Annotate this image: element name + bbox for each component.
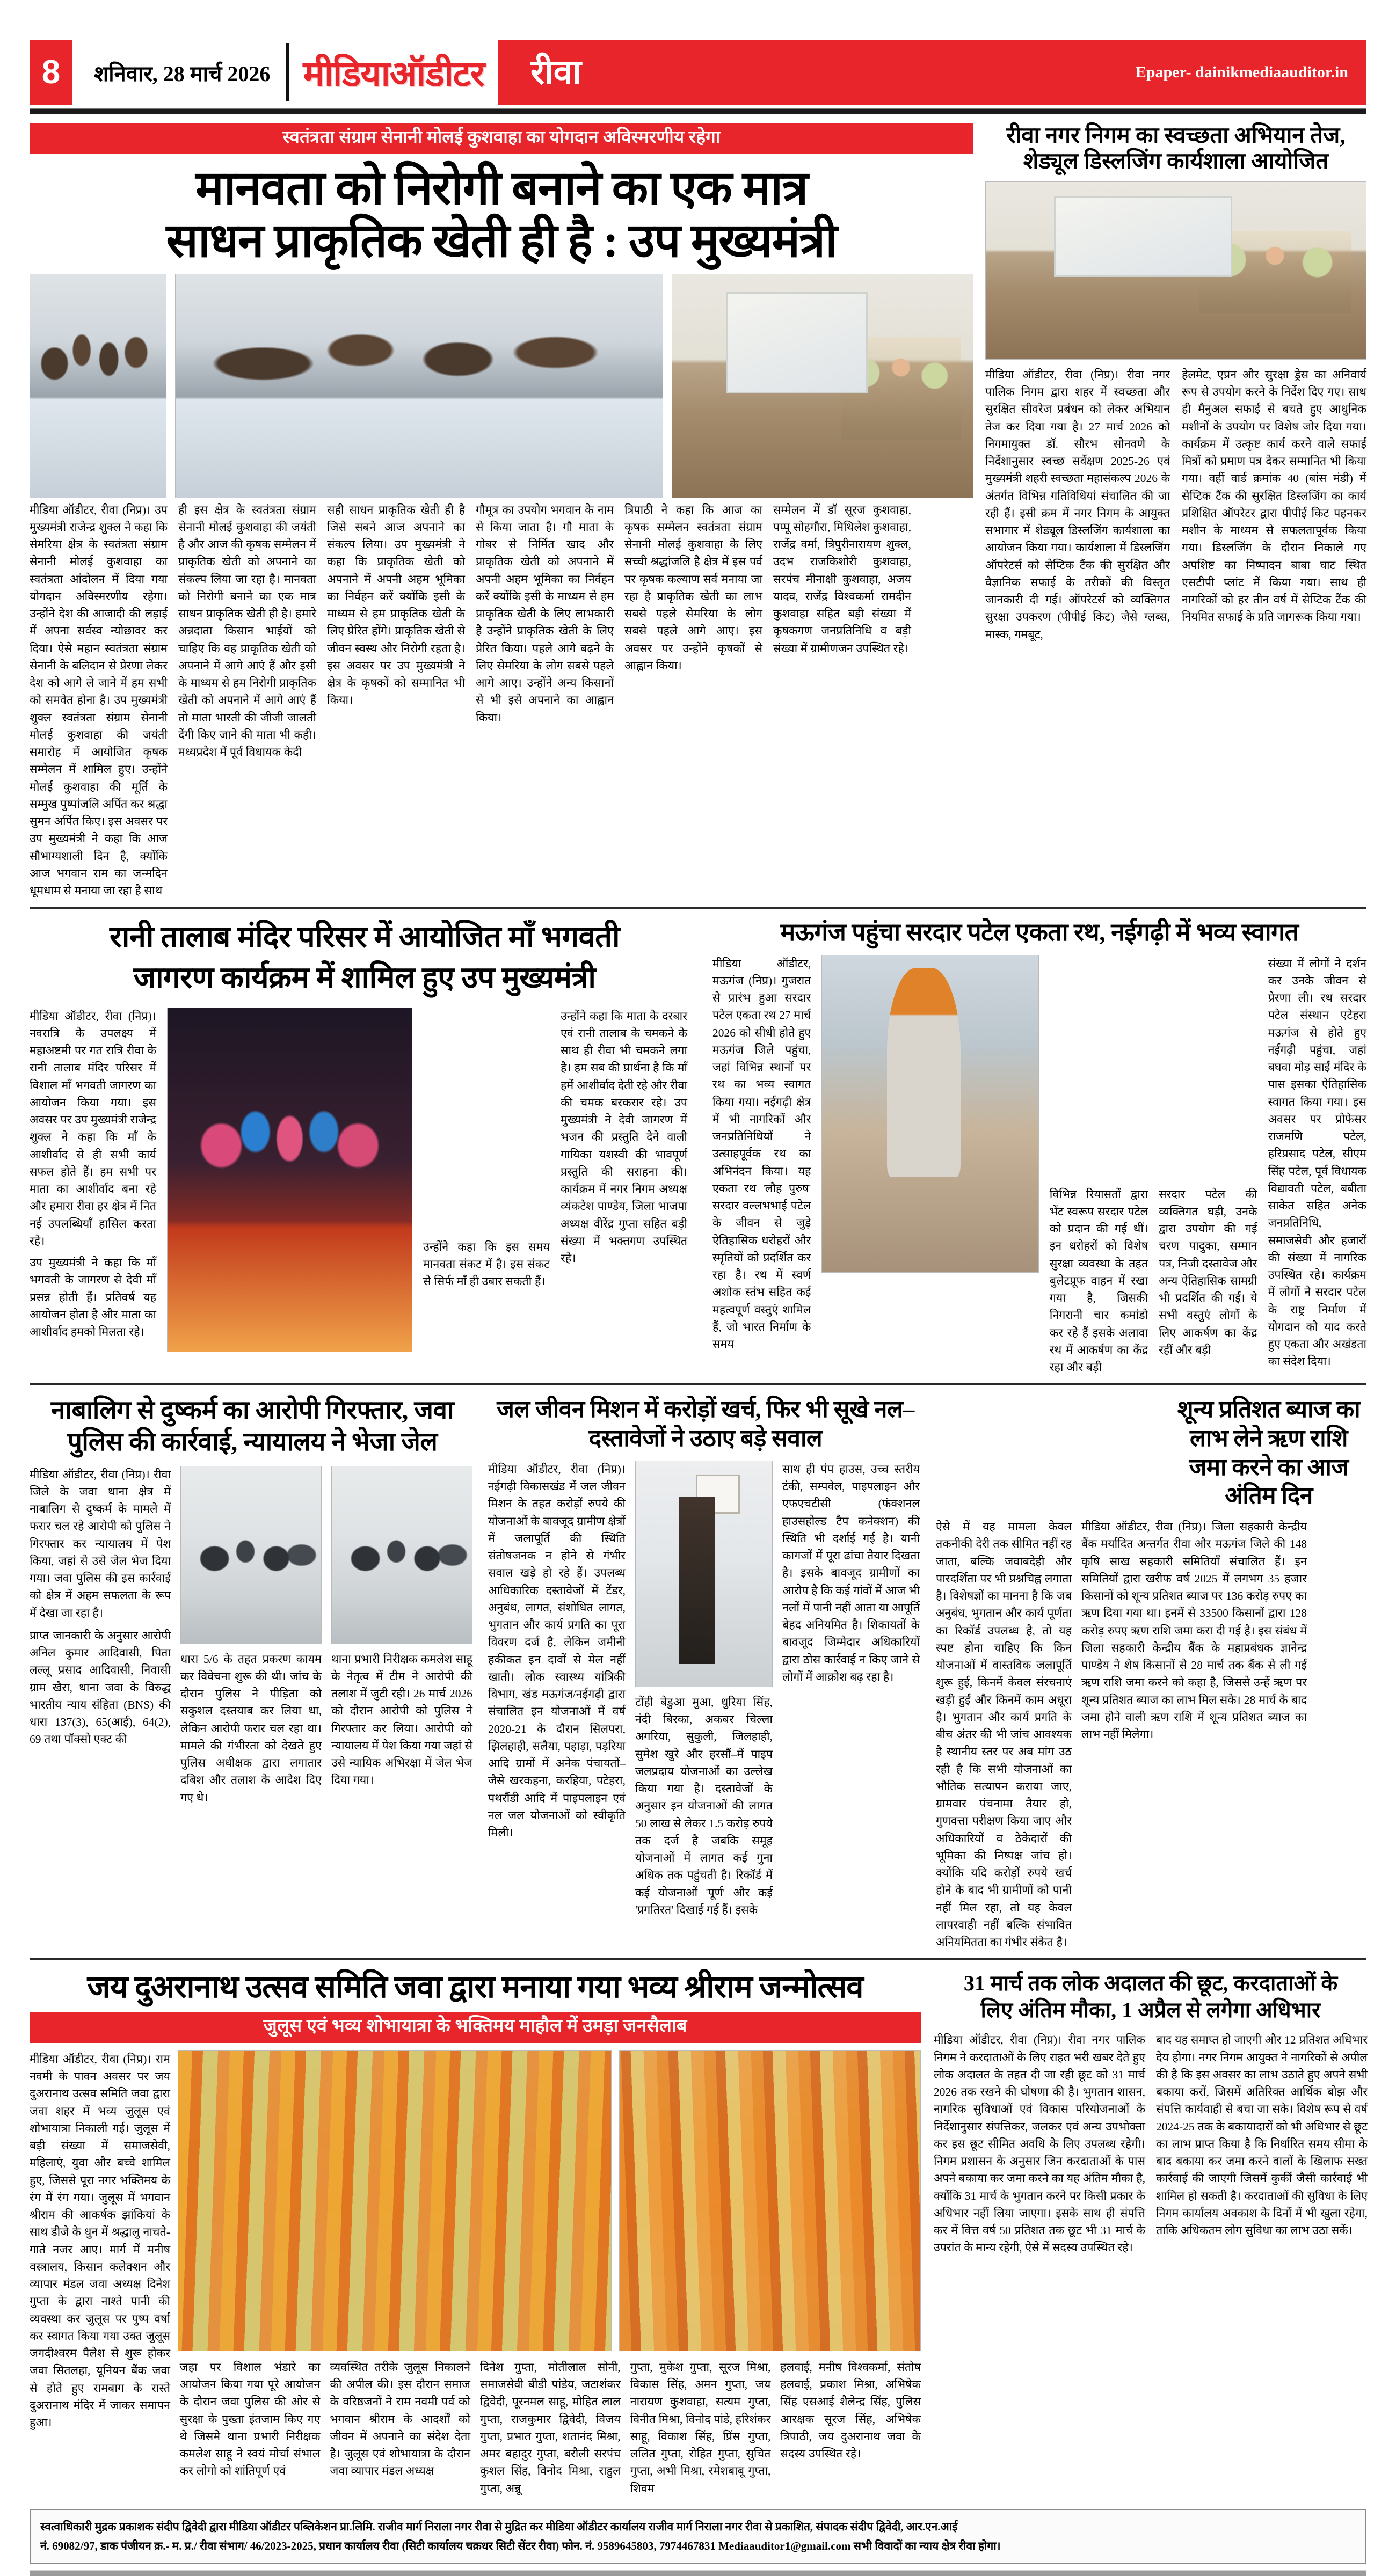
loan-col-1: मीडिया ऑडीटर, रीवा (निप्र)। जिला सहकारी केन्द्रीय बैंक मर्यादित अन्तर्गत रीवा और मऊगंज जिले की 148 कृषि साख सहकारी समितियाँ संचालित हैं। इन समितियों द्वारा खरीफ वर्ष 2025 में लगभग 35 हजार किसानों को शून्य प्रतिशत ब्याज पर 136 करोड़ रुपए का ऋण दिया गया था। इनमें से 33500 किसानों द्वारा 128 करोड़ रुपए ऋण राशि जमा करा दी गई है। इस संबंध में जिला सहकारी केन्द्रीय बैंक के महाप्रबंधक ज्ञानेन्द्र पाण्डेय ने शेष किसानों से 28 मार्च तक बैंक से ली गई ऋण राशि जमा करने को कहा है, जिससे उन्हें ऋण पर शून्य प्रतिशत ब्याज का लाभ मिल सके। 28 मार्च के बाद जमा होने वाली ऋण राशि में शून्य प्रतिशत ब्याज का लाभ नहीं मिलेगा। bbox=[1081, 1520, 1307, 1741]
crime-col-3: धारा 5/6 के तहत प्रकरण कायम कर विवेचना शुरू की थी। जांच के दौरान पुलिस ने पीड़िता को सकुशल दस्तयाब कर लिया था, लेकिन आरोपी फरार चल रहा था। मामले की गंभीरता को देखते हुए पुलिस अधीक्षक द्वारा लगातार दबिश और तलाश के आदेश दिए गए थे। bbox=[180, 1652, 322, 1804]
lead-col-1: मीडिया ऑडीटर, रीवा (निप्र)। उप मुख्यमंत्री राजेन्द्र शुक्ल ने कहा कि सेमरिया क्षेत्र के स्वतंत्रता संग्राम सेनानी मोलई कुशवाहा का स्वतंत्रता आंदोलन में दिया गया योगदान अविस्मरणीय रहेगा। उन्होंने देश की आजादी की लड़ाई में अपना सर्वस्व न्योछावर कर दिया। ऐसे महान स्वतंत्रता संग्राम सेनानी के बलिदान से प्रेरणा लेकर देश को आगे ले जाने में हम सभी को समवेत होना है। उप मुख्यमंत्री शुक्ल स्वतंत्रता संग्राम सेनानी मोलई कुशवाहा की जयंती समारोह में आयोजित कृषक सम्मेलन में शामिल हुए। उन्होंने मोलई कुशवाहा की मूर्ति के सम्मुख पुष्पांजलि अर्पित कर श्रद्धा सुमन अर्पित किए। इस अवसर पर उप मुख्यमंत्री ने कहा कि आज सौभाग्यशाली दिन है, क्योंकि आज भगवान राम का जन्मदिन धूमधाम से मनाया जा रहा है साथ bbox=[30, 503, 168, 897]
lead-col-6: सम्मेलन में डॉ सूरज कुशवाहा, पप्पू सोहगौरा, मिथिलेश कुशवाहा, राजेंद्र वर्मा, त्रिपुरीनारायण शुक्ल, उदभ राजकिशोरी कुशवाहा, सरपंच मीनाक्षी कुशवाहा, अजय यादव, राजेंद्र विश्वकर्मा रामदीन कुशवाहा सहित बड़ी संख्या में कृषकगण जनप्रतिनिधि व बड़ी संख्या में ग्रामीणजन उपस्थित रहे। bbox=[773, 503, 911, 655]
crime-columns bbox=[30, 1466, 475, 1806]
lead-col-5: त्रिपाठी ने कहा कि आज का कृषक सम्मेलन स्वतंत्रता संग्राम सेनानी मोलई कुशवाहा के लिए सच्ची श्रद्धांजलि है क्षेत्र में इस पर्व पर कृषक कल्याण सर्व मनाया जा रहा है प्राकृतिक खेती का लाभ सबसे पहले सेमरिया के लोग सबसे पहले आगे आए। इस अवसर पर उन्होंने कृषकों से आह्वान किया। bbox=[624, 503, 762, 672]
ranitalab-columns bbox=[30, 1008, 700, 1352]
lead-headline-line2: साधन प्राकृतिक खेती ही है : उप मुख्यमंत्री bbox=[166, 215, 837, 268]
lead-photo-2 bbox=[175, 274, 663, 498]
ramnavami-col-1: मीडिया ऑडीटर, रीवा (निप्र)। राम नवमी के पावन अवसर पर जय दुअरानाथ उत्सव समिति जवा द्वारा जवा शहर में भव्य जुलूस एवं शोभायात्रा निकाली गई। जुलूस में बड़ी संख्या में समाजसेवी, महिलाएं, युवा और बच्चे शामिल हुए, जिससे पूरा नगर भक्तिमय के रंग में रंग गया। जुलूस में भगवान श्रीराम की आकर्षक झांकियां के साथ डीजे के धुन में श्रद्धालु नाचते-गाते नजर आए। मार्ग में मनीष वस्त्रालय, किसान कलेक्शन और व्यापार मंडल जवा अध्यक्ष दिनेश गुप्ता के द्वारा नाश्ते पानी की व्यवस्था कर जुलूस पर पुष्प वर्षा कर स्वागत किया गया उक्त जुलूस जगदीश्वरम पैलेश से शुरू होकर जवा सितलहा, यूनियन बैंक जवा से होते हुए रामबाग के रास्ते दुअरानाथ मंदिर में जाकर समापन हुआ। bbox=[30, 2052, 170, 2429]
ektarath-columns bbox=[712, 955, 1366, 1376]
crime-headline-line1: नाबालिग से दुष्कर्म का आरोपी गिरफ्तार, जवा bbox=[50, 1396, 454, 1425]
jaljeevan-photo-wrap bbox=[635, 1461, 773, 1918]
ektarath-col-3: सरदार पटेल की व्यक्तिगत घड़ी, उनके द्वारा उपयोग की गई चरण पादुका, सम्मान पत्र, निजी दस्तावेज और अन्य ऐतिहासिक सामग्री भी प्रदर्शित की गई। ये सभी वस्तुएं लोगों के लिए आकर्षण का केंद्र रहीं और बड़ी bbox=[1159, 1187, 1257, 1356]
crime-headline bbox=[30, 1395, 475, 1458]
colophon-line-1: स्वत्वाधिकारी मुद्रक प्रकाशक संदीप द्विवेदी द्वारा मीडिया ऑडीटर पब्लिकेशन प्रा.लिमि. राजीव मार्ग निराला नगर रीवा से मुद्रित कर मीडिया ऑडीटर कार्यालय राजीव मार्ग निराला नगर रीवा से प्रकाशित, संपादक संदीप द्विवेदी, आर.एन.आई bbox=[40, 2520, 958, 2533]
jaljeevan-columns bbox=[488, 1461, 923, 1918]
ramnavami-kicker: जुलूस एवं भव्य शोभायात्रा के भक्तिमय माहौल में उमड़ा जनसैलाब bbox=[30, 2012, 921, 2043]
crime-photo-2 bbox=[331, 1466, 472, 1644]
ranitalab-col-4: उन्होंने कहा कि माता के दरबार एवं रानी तालाब के चमकने के साथ ही रीवा भी चमकने लगा है। हम सब की प्रार्थना है कि माँ हमें आशीर्वाद देती रहे और रीवा की चमक बरकरार रहे। उप मुख्यमंत्री ने देवी जागरण में भजन की प्रस्तुति देने वाली गायिका यशस्वी की भावपूर्ण प्रस्तुति की सराहना की। कार्यक्रम में नगर निगम अध्यक्ष व्यंकटेश पाण्डेय, जिला भाजपा अध्यक्ष वीरेंद्र गुप्ता सहित बड़ी संख्या में भक्तगण उपस्थित रहे। bbox=[561, 1009, 687, 1265]
lokadalat-columns bbox=[934, 2031, 1368, 2256]
ektarath-photo bbox=[821, 955, 1038, 1273]
ramnavami-headline: जय दुअरानाथ उत्सव समिति जवा द्वारा मनाया गया भव्य श्रीराम जन्मोत्सव bbox=[87, 1969, 863, 2005]
loan-headline bbox=[1172, 1395, 1365, 1510]
lokadalat-col-2: बाद यह समाप्त हो जाएगी और 12 प्रतिशत अधिभार देय होगा। नगर निगम आयुक्त ने नागरिकों से अपील की है कि इस अवसर का लाभ उठाते हुए अपने सभी बकाया करों, जिसमें अतिरिक्त आर्थिक बोझ और संपत्ति कार्यवाही से बचा जा सके। विशेष रूप से वर्ष 2024-25 तक के बकायादारों को भी अधिभार से छूट का लाभ प्राप्त किया है कि निर्धारित समय सीमा के बाद बकाया कर जमा करने वालों के खिलाफ सख्त कार्रवाई की जाएगी जिसमें कुर्की जैसी कार्रवाई भी शामिल हो सकती है। करदाताओं की सुविधा के लिए निगम कार्यालय अवकाश के दिनों में भी खुला रहेगा, ताकि अधिकतम लोग सुविधा का लाभ उठा सकें। bbox=[1156, 2033, 1368, 2237]
ektarath-story bbox=[712, 917, 1366, 1376]
crime-col-2: प्राप्त जानकारी के अनुसार आरोपी अनिल कुमार आदिवासी, पिता लल्लू प्रसाद आदिवासी, निवासी ग्राम खैरा, थाना जवा के विरुद्ध भारतीय न्याय संहिता (BNS) की धारा 137(3), 65(आई), 64(2), 69 तथा पॉक्सो एक्ट की bbox=[30, 1629, 171, 1746]
ektarath-col-4: संख्या में लोगों ने दर्शन कर उनके जीवन से प्रेरणा ली। रथ सरदार पटेल संस्थान एटेहरा मऊगंज से होते हुए नईगढ़ी पहुंचा, जहां बघवा मोड़ साईं मंदिर के पास इसका ऐतिहासिक स्वागत किया गया। इस अवसर पर प्रोफेसर राजमणि पटेल, हरिप्रसाद पटेल, सीएम सिंह पटेल, पूर्व विधायक विद्यावती पटेल, बबीता साकेत सहित अनेक जनप्रतिनिधि, समाजसेवी और हजारों की संख्या में नागरिक उपस्थित रहे। कार्यक्रम में लोगों ने सरदार पटेल के राष्ट्र निर्माण में योगदान को याद करते हुए एकता और अखंडता का संदेश दिया। bbox=[1268, 957, 1367, 1368]
ranitalab-headline bbox=[30, 917, 700, 998]
epaper-url: Epaper- dainikmediaauditor.in bbox=[1135, 63, 1348, 81]
section-three bbox=[30, 1395, 1366, 1951]
newspaper-page bbox=[0, 40, 1396, 2552]
jaljeevan-col-wrap-2 bbox=[782, 1461, 920, 1918]
section-two bbox=[30, 917, 1366, 1376]
masthead-bottom-rule bbox=[30, 108, 1366, 114]
ramnavami-photo-2 bbox=[619, 2050, 921, 2351]
section-four bbox=[30, 1970, 1366, 2497]
ramnavami-col-3: व्यवस्थित तरीके जुलूस निकालने की अपील की। इस दौरान समाज के वरिष्ठजनों ने राम नवमी पर्व को भगवान श्रीराम के आदर्शों को जीवन में अपनाने का संदेश देता है। जुलूस एवं शोभायात्रा के दौरान जवा व्यापार मंडल अध्यक्ष bbox=[330, 2360, 471, 2478]
lead-col-4: गौमूत्र का उपयोग भगवान के नाम से किया जाता है। गौ माता के गोबर से निर्मित खाद और प्राकृतिक खेती को अपनाने में अपनी अहम भूमिका का निर्वहन करें क्योंकि इसी के माध्यम से हम प्राकृतिक खेती के लिए लाभकारी है उन्होंने प्राकृतिक खेती के लिए प्रेरित किया। पहले आगे बढ़ने के लिए सेमरिया के लोग सबसे पहले आगे आए। उन्होंने अन्य किसानों से भी इसे अपनाने का आह्वान किया। bbox=[476, 503, 614, 724]
lead-photo-3 bbox=[672, 274, 973, 498]
lead-text-columns bbox=[30, 501, 973, 900]
ranitalab-headline-line1: रानी तालाब मंदिर परिसर में आयोजित माँ भगवती bbox=[109, 921, 620, 954]
lead-kicker: स्वतंत्रता संग्राम सेनानी मोलई कुशवाहा का योगदान अविस्मरणीय रहेगा bbox=[30, 123, 973, 154]
lead-photo-1 bbox=[30, 274, 166, 498]
lokadalat-headline-line2: लिए अंतिम मौका, 1 अप्रैल से लगेगा अधिभार bbox=[980, 1998, 1321, 2023]
ramnavami-col-5: गुप्ता, मुकेश गुप्ता, सूरज मिश्रा, विकास सिंह, अमन गुप्ता, जय नारायण कुशवाहा, सत्यम गुप्ता, विनीत मिश्रा, विनोद पांडे, हरिशंकर साहू, विकाश सिंह, प्रिंस गुप्ता, ललित गुप्ता, रोहित गुप्ता, सुचित गुप्ता, अभी मिश्रा, रमेशबाबू गुप्ता, शिवम bbox=[630, 2360, 771, 2495]
lokadalat-story bbox=[934, 1970, 1368, 2497]
section-lead-story bbox=[30, 123, 1366, 899]
page-number-badge: 8 bbox=[30, 40, 72, 105]
edition-city: रीवा bbox=[530, 53, 581, 91]
ramnavami-col-1-wrap bbox=[30, 2050, 170, 2429]
jaljeevan-col-wrap-1 bbox=[488, 1461, 626, 1918]
jaljeevan-col-1: मीडिया ऑडीटर, रीवा (निप्र)। नईगढ़ी विकासखंड में जल जीवन मिशन के तहत करोड़ों रुपये की योजनाओं के बावजूद ग्रामीण क्षेत्रों में जलापूर्ति की स्थिति संतोषजनक न होने से गंभीर सवाल खड़े हो रहे हैं। उपलब्ध आधिकारिक दस्तावेजों में टेंडर, अनुबंध, लागत, संशोधित लागत, भुगतान और कार्य प्रगति का पूरा विवरण दर्ज है, लेकिन जमीनी हकीकत इन दावों से मेल नहीं खाती। लोक स्वास्थ्य यांत्रिकी विभाग, खंड मऊगंज/नईगढ़ी द्वारा संचालित इन योजनाओं में वर्ष 2020-21 के दौरान सिलपरा, झिलहाही, सलैया, पहाड़ा, पड़रिया आदि ग्रामों में अनेक पंचायतों–जैसे खरकहना, करहिया, पटेहरा, पथरौंडी आदि में पाइपलाइन एवं नल जल योजनाओं को स्वीकृति मिली। bbox=[488, 1462, 626, 1840]
ektarath-col-wrap-2 bbox=[1050, 955, 1148, 1376]
ranitalab-story bbox=[30, 917, 700, 1376]
loan-col-wrap-1 bbox=[1081, 1518, 1307, 1951]
jaljeevan-col-4: ऐसे में यह मामला केवल तकनीकी देरी तक सीमित नहीं रह जाता, बल्कि जवाबदेही और पारदर्शिता पर भी प्रश्नचिह्न लगाता है। विशेषज्ञों का मानना है कि जब अनुबंध, भुगतान और कार्य पूर्णता का रिकॉर्ड उपलब्ध है, तो यह स्पष्ट होना चाहिए कि किन योजनाओं में वास्तविक जलापूर्ति शुरू हुई, किनमें केवल संरचनाएं खड़ी हुईं और किनमें काम अधूरा है। भुगतान और कार्य प्रगति के बीच अंतर की भी जांच आवश्यक है स्थानीय स्तर पर अब मांग उठ रही है कि सभी योजनाओं का भौतिक सत्यापन कराया जाए, ग्रामवार पंचनामा तैयार हो, गुणवत्ता परीक्षण किया जाए और अधिकारियों व ठेकेदारों की भूमिका की निष्पक्ष जांच हो। क्योंकि यदि करोड़ों रुपये खर्च होने के बाद भी ग्रामीणों को पानी नहीं मिल रहा, तो यह केवल लापरवाही नहीं बल्कि संभावित अनियमितता का गंभीर संकेत है। bbox=[936, 1520, 1072, 1949]
masthead bbox=[30, 40, 1366, 105]
ranitalab-col-3: उन्होंने कहा कि इस समय मानवता संकट में है। इस संकट से सिर्फ माँ ही उबार सकती हैं। bbox=[423, 1240, 550, 1288]
ramnavami-col-6: हलवाई, मनीष विश्वकर्मा, संतोष हलवाई, प्रकाश मिश्रा, अभिषेक सिंह एसआई शैलेन्द्र सिंह, पुलिस आरक्षक सूरज सिंह, अभिषेक त्रिपाठी, जय दुअरानाथ जवा के सदस्य उपस्थित रहे। bbox=[780, 2360, 921, 2461]
footer-rule bbox=[30, 2570, 1366, 2576]
ektarath-col-wrap-1 bbox=[712, 955, 811, 1376]
ektarath-col-wrap-3 bbox=[1159, 955, 1257, 1376]
lead-headline bbox=[30, 163, 973, 268]
jaljeevan-headline: जल जीवन मिशन में करोड़ों खर्च, फिर भी सूखे नल–दस्तावेजों ने उठाए बड़े सवाल bbox=[497, 1396, 914, 1452]
crime-col-1: मीडिया ऑडीटर, रीवा (निप्र)। रीवा जिले के जवा थाना क्षेत्र में नाबालिग से दुष्कर्म के मामले में फरार चल रहे आरोपी को पुलिस ने गिरफ्तार कर न्यायालय में पेश किया, जहां से उसे जेल भेज दिया गया। जवा पुलिस की इस कार्रवाई को क्षेत्र में अहम सफलता के रूप में देखा जा रहा है। bbox=[30, 1468, 171, 1619]
ranitalab-photo bbox=[167, 1008, 412, 1352]
crime-col-wrap-1 bbox=[30, 1466, 171, 1806]
lokadalat-headline bbox=[934, 1970, 1368, 2024]
sidebar-col-1: मीडिया ऑडीटर, रीवा (निप्र)। रीवा नगर पालिक निगम द्वारा शहर में स्वच्छता और सुरक्षित सीवरेज प्रबंधन को लेकर अभियान तेज कर दिया गया है। 27 मार्च 2026 को निगमायुक्त डॉ. सौरभ सोनवणे के निर्देशानुसार स्वच्छ सर्वेक्षण 2025-26 एवं मुख्यमंत्री शहरी स्वच्छता महासंकल्प 2026 के अंतर्गत विभिन्न गतिविधियां संचालित की जा रही हैं। इसी क्रम में नगर निगम के आयुक्त सभागार में शेड्यूल डिस्लजिंग कार्यशाला का आयोजन किया गया। कार्यशाला में डिस्लजिंग ऑपरेटर्स को सेप्टिक टैंक की सुरक्षित और वैज्ञानिक सफाई के तरीकों की विस्तृत जानकारी दी गई। ऑपरेटर्स को व्यक्तिगत सुरक्षा उपकरण (पीपीई किट) जैसे ग्लब्स, मास्क, गमबूट, bbox=[985, 368, 1170, 641]
jaljeevan-photo bbox=[635, 1461, 773, 1687]
ranitalab-col-2: उप मुख्यमंत्री ने कहा कि माँ भगवती के जागरण से देवी माँ प्रसन्न होती हैं। प्रतिवर्ष यह आयोजन होता है और माता का आशीर्वाद हमको मिलता रहे। bbox=[30, 1256, 156, 1339]
ranitalab-col-left-wrap bbox=[30, 1008, 156, 1352]
ektarath-headline: मऊगंज पहुंचा सरदार पटेल एकता रथ, नईगढ़ी में भव्य स्वागत bbox=[780, 918, 1299, 946]
lokadalat-headline-line1: 31 मार्च तक लोक अदालत की छूट, करदाताओं के bbox=[963, 1971, 1338, 1996]
ramnavami-col-4: दिनेश गुप्ता, मोतीलाल सोनी, समाजसेवी बीडी पांडेय, जटाशंकर द्विवेदी, पूरनमल साहू, मोहित लाल गुप्ता, राजकुमार द्विवेदी, विजय गुप्ता, प्रभात गुप्ता, शतानंद मिश्रा, अमर बहादुर गुप्ता, बरौली सरपंच कुशल सिंह, विनोद मिश्रा, राहुल गुप्ता, अन्नू bbox=[480, 2360, 621, 2495]
colophon-line-2: नं. 69082/97, डाक पंजीयन क्र.- म. प्र./ रीवा संभाग/ 46/2023-2025, प्रधान कार्यालय रीवा (सिटी कार्यालय चक्रधर सिटी सेंटर रीवा) फोन. नं. 9589645803, 7974467831 Mediaauditor1@gmail.com सभी विवादों का न्याय क्षेत्र रीवा होगा। bbox=[40, 2539, 1001, 2552]
lead-photo-row bbox=[30, 274, 973, 498]
ramnavami-photo-1 bbox=[178, 2050, 612, 2351]
loan-columns bbox=[936, 1518, 1365, 1951]
ranitalab-headline-line2: जागरण कार्यक्रम में शामिल हुए उप मुख्यमंत्री bbox=[133, 961, 596, 995]
lead-col-2: ही इस क्षेत्र के स्वतंत्रता संग्राम सेनानी मोलई कुशवाहा की जयंती है और आज की कृषक सम्मेलन में प्राकृतिक खेती को अपनाने का संकल्प लिया जा रहा है। मानवता को निरोगी बनाने का एक मात्र साधन प्राकृतिक खेती ही है। हमारे अन्नदाता किसान भाईयों को चाहिए कि वह प्राकृतिक खेती को अपनाने में आगे आएं हैं और इसी के माध्यम से हम निरोगी प्राकृतिक खेती को अपनाने में आगे आएं हैं तो माता भारती की जीजी जालती देंगी किए जाने की माता भी कही। मध्यप्रदेश में पूर्व विधायक केदी bbox=[178, 503, 316, 759]
crime-photo bbox=[180, 1466, 322, 1644]
jaljeevan-story bbox=[488, 1395, 923, 1951]
colophon bbox=[30, 2509, 1366, 2564]
loan-story bbox=[936, 1395, 1365, 1951]
ektarath-col-1: मीडिया ऑडीटर, मऊगंज (निप्र)। गुजरात से प्रारंभ हुआ सरदार पटेल एकता रथ 27 मार्च 2026 को सीधी होते हुए मऊगंज जिले पहुंचा, जहां विभिन्न स्थानों पर रथ का भव्य स्वागत किया गया। नईगढ़ी क्षेत्र में भी नागरिकों और जनप्रतिनिधियों ने उत्साहपूर्वक रथ का अभिनंदन किया। यह एकता रथ 'लौह पुरुष' सरदार वल्लभभाई पटेल के जीवन से जुड़े ऐतिहासिक धरोहरों और स्मृतियों को प्रदर्शित कर रहा है। रथ में स्वर्ण अशोक स्तंभ सहित कई महत्वपूर्ण वस्तुएं शामिल हैं, जो भारत निर्माण के समय bbox=[712, 957, 811, 1351]
sidebar-text-columns bbox=[985, 366, 1366, 643]
sidebar-photo bbox=[985, 181, 1366, 360]
section-divider-2 bbox=[30, 1383, 1366, 1385]
lead-headline-line1: मानवता को निरोगी बनाने का एक मात्र bbox=[195, 162, 808, 215]
ranitalab-col-1: मीडिया ऑडीटर, रीवा (निप्र)। नवरात्रि के उपलक्ष्य में महाअष्टमी पर गत रात्रि रीवा के रानी तालाब मंदिर परिसर में विशाल माँ भगवती जागरण का आयोजन किया गया। इस अवसर पर उप मुख्यमंत्री राजेन्द्र शुक्ल ने कहा कि माँ के आशीर्वाद से ही सभी कार्य सफल होते हैं। हम सभी पर माता का आशीर्वाद बना रहे और हमारा रीवा हर क्षेत्र में नित नई उपलब्धियाँ हासिल करता रहे। bbox=[30, 1009, 156, 1247]
loan-headline-line3: जमा करने का आज bbox=[1189, 1454, 1349, 1480]
lead-story-left bbox=[30, 123, 973, 899]
loan-headline-line1: शून्य प्रतिशत ब्याज का bbox=[1177, 1396, 1361, 1423]
lokadalat-col-1: मीडिया ऑडीटर, रीवा (निप्र)। रीवा नगर पालिक निगम ने करदाताओं के लिए राहत भरी खबर देते हुए लोक अदालत के तहत दी जा रही छूट को 31 मार्च 2026 तक रखने की घोषणा की है। भुगतान शासन, नागरिक सुविधाओं एवं विकास परियोजनाओं के निर्देशानुसार संपत्तिकर, जलकर एवं अन्य उपभोक्ता कर इस छूट सीमित अवधि के लिए उपलब्ध रहेगी। निगम प्रशासन के अनुसार जिन करदाताओं के पास अपने बकाया कर जमा करने का यह अंतिम मौका है, क्योंकि 31 मार्च के भुगतान करने पर किसी प्रकार के अधिभार नहीं लिया जाएगा। इसके साथ ही संपत्ति कर में वित्त वर्ष 50 प्रतिशत तक छूट भी 31 मार्च के उपरांत के मान्य रहेगी, ऐसे में सदस्य उपस्थित रहे। bbox=[934, 2033, 1145, 2254]
ektarath-col-2: विभिन्न रियासतों द्वारा भेंट स्वरूप सरदार पटेल को प्रदान की गई थीं। इन धरोहरों को विशेष सुरक्षा व्यवस्था के तहत बुलेटप्रूफ वाहन में रखा गया है, जिसकी निगरानी चार कमांडो कर रहे हैं इसके अलावा रथ में आकर्षण का केंद्र रहा और बड़ी bbox=[1049, 1187, 1148, 1374]
crime-col-4: थाना प्रभारी निरीक्षक कमलेश साहू के नेतृत्व में टीम ने आरोपी की तलाश में जुटी रही। 26 मार्च 2026 को दौरान आरोपी को पुलिस ने गिरफ्तार कर लिया। आरोपी को न्यायालय में पेश किया गया जहां से उसे न्यायिक अभिरक्षा में जेल भेज दिया गया। bbox=[331, 1652, 472, 1787]
crime-headline-line2: पुलिस की कार्रवाई, न्यायालय ने भेजा जेल bbox=[67, 1427, 438, 1456]
sidebar-col-2: हेलमेट, एप्रन और सुरक्षा ड्रेस का अनिवार्य रूप से उपयोग करने के निर्देश दिए गए। साथ ही मैनुअल सफाई से बचते हुए आधुनिक मशीनों के उपयोग पर विशेष जोर दिया गया। कार्यक्रम में उत्कृष्ट कार्य करने वाले सफाई मित्रों को प्रमाण पत्र देकर सम्मानित भी किया गया। वहीं वार्ड क्रमांक 40 (बांस मंडी) में सेप्टिक टैंक की सुरक्षित डिस्लजिंग का कार्य प्रशिक्षित ऑपरेटर द्वारा पीपीई किट पहनकर मशीन के माध्यम से सफलतापूर्वक किया गया। डिस्लजिंग के दौरान निकाले गए अपशिष्ट का निष्पादन बाबा घाट स्थित एसटीपी प्लांट में किया गया। साथ ही नागरिकों को हर तीन वर्ष में सेप्टिक टैंक की नियमित सफाई के प्रति जागरूक किया गया। bbox=[1182, 368, 1366, 624]
ranitalab-col-mid-wrap bbox=[423, 1008, 550, 1352]
jaljeevan-col-3: साथ ही पंप हाउस, उच्च स्तरीय टंकी, सम्पवेल, पाइपलाइन और एफएचटीसी (फंक्शनल हाउसहोल्ड टैप कनेक्शन) की स्थिति भी दर्शाई गई है। यानी कागजों में पूरा ढांचा तैयार दिखता है। इसके बावजूद ग्रामीणों का आरोप है कि कई गांवों में आज भी नलों में पानी नहीं आता या आपूर्ति बेहद अनियमित है। शिकायतों के बावजूद जिम्मेदार अधिकारियों द्वारा ठोस कार्रवाई न किए जाने से लोगों में आक्रोश बढ़ रहा है। bbox=[782, 1462, 920, 1683]
jaljeevan-col-wrap-4 bbox=[936, 1518, 1072, 1951]
loan-headline-line4: अंतिम दिन bbox=[1225, 1483, 1313, 1509]
sidebar-swachhata-story bbox=[985, 123, 1366, 899]
sidebar-headline: रीवा नगर निगम का स्वच्छता अभियान तेज, शेड्यूल डिस्लजिंग कार्यशाला आयोजित bbox=[1006, 123, 1346, 174]
masthead-red-strip bbox=[498, 40, 1366, 105]
crime-story bbox=[30, 1395, 475, 1951]
crime-photo-wrap bbox=[180, 1466, 322, 1806]
ramnavami-col-2: जहा पर विशाल भंडारे का आयोजन किया गया पूरे आयोजन के दौरान जवा पुलिस की ओर से सुरक्षा के पुख्ता इंतजाम किए गए थे जिसमे थाना प्रभारी निरीक्षक कमलेश साहू ने स्वयं मोर्चा संभाल कर लोगो को शांतिपूर्ण एवं bbox=[179, 2360, 321, 2478]
section-divider-1 bbox=[30, 907, 1366, 909]
lead-col-3: सही साधन प्राकृतिक खेती ही है जिसे सबने आज अपनाने का संकल्प लिया। उप मुख्यमंत्री ने कहा कि प्राकृतिक खेती को अपनाने में अपनी अहम भूमिका का निर्वहन करें क्योंकि इसी के माध्यम से हम प्राकृतिक खेती के लिए प्रेरित होंगे। प्राकृतिक खेती से जीवन स्वस्थ और निरोगी रहता है। इस अवसर पर उप मुख्यमंत्री ने क्षेत्र के कृषकों को सम्मानित भी किया। bbox=[327, 503, 465, 707]
ramnavami-story bbox=[30, 1970, 921, 2497]
newspaper-brand-title: मीडियाऑडीटर bbox=[303, 55, 484, 94]
jaljeevan-col-2: टोंही बेडुआ मुआ, धुरिया सिंह, नंदी बिरका, अकबर चिल्ला अगरिया, सुकुली, जिलहाही, सुमेश खुरे और हरसौं–में पाइप जलप्रदाय योजनाओं का उल्लेख किया गया है। दस्तावेजों के अनुसार इन योजनाओं की लागत 50 लाख से लेकर 1.5 करोड़ रुपये तक दर्ज है जबकि समूह योजनाओं में लागत कई गुना अधिक तक पहुंचती है। रिकॉर्ड में कई योजनाओं 'पूर्ण' और कई 'प्रगतिरत' दिखाई गई हैं। इसके bbox=[635, 1695, 773, 1916]
publication-date: शनिवार, 28 मार्च 2026 bbox=[94, 61, 271, 86]
loan-headline-line2: लाभ लेने ऋण राशि bbox=[1190, 1425, 1348, 1452]
crime-col-wrap-2 bbox=[331, 1466, 472, 1806]
section-divider-3 bbox=[30, 1958, 1366, 1960]
